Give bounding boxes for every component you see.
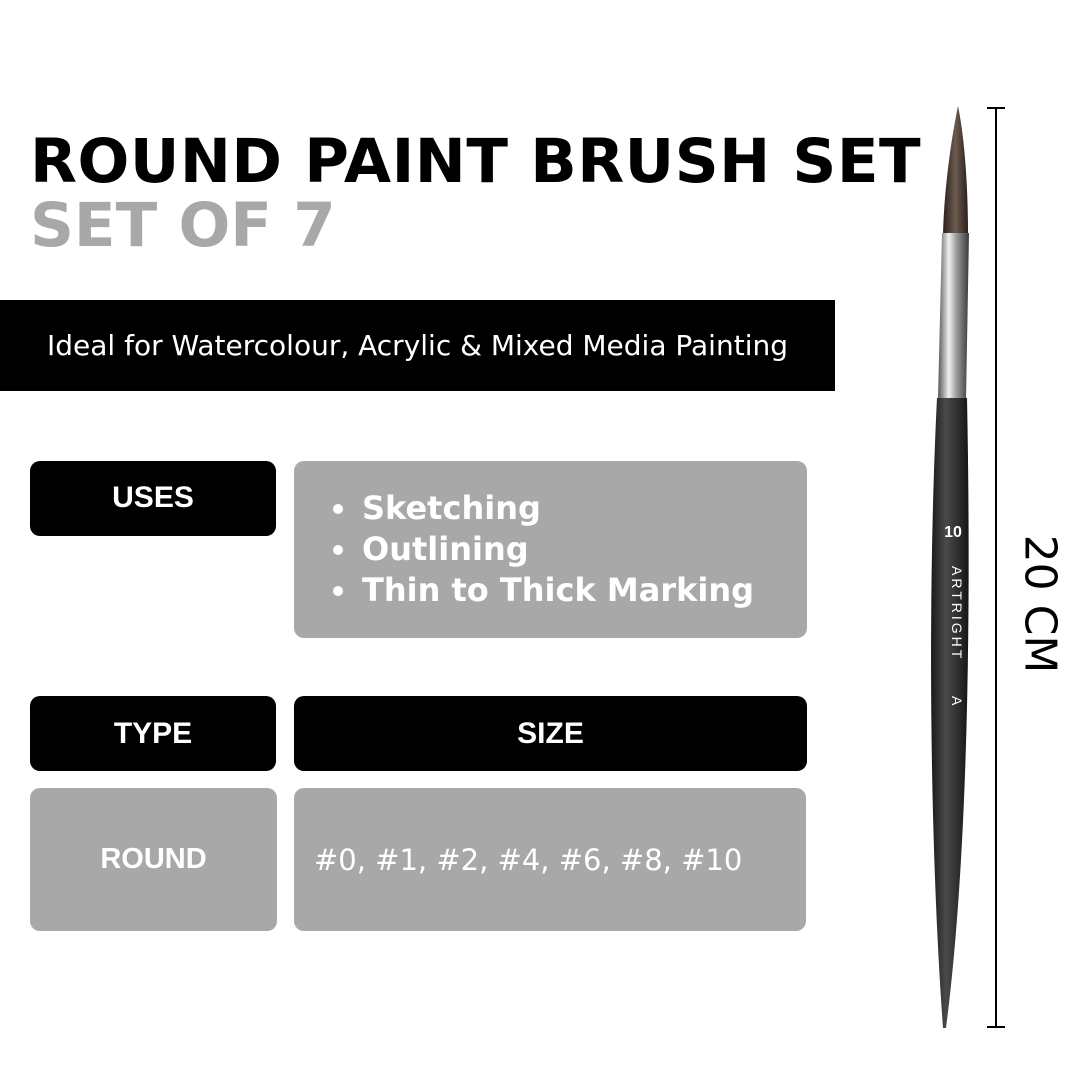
uses-item-outlining: Outlining: [362, 529, 754, 570]
size-value: #0, #1, #2, #4, #6, #8, #10: [314, 842, 743, 877]
uses-list: [294, 488, 754, 611]
brush-brand-mark: A: [949, 696, 965, 706]
page-title: ROUND PAINT BRUSH SET: [30, 126, 922, 197]
size-value-cell: [294, 788, 806, 931]
page-subtitle: SET OF 7: [30, 190, 336, 261]
length-label: 20 CM: [1014, 534, 1066, 674]
uses-label-box: [30, 461, 276, 536]
uses-item-marking: Thin to Thick Marking: [362, 571, 755, 609]
brush-number: 10: [944, 524, 962, 541]
type-value-cell: [30, 788, 277, 931]
length-dimension-line: [985, 105, 1007, 1030]
uses-label: USES: [112, 481, 194, 514]
uses-list-box: [294, 461, 807, 638]
usage-banner-text: Ideal for Watercolour, Acrylic & Mixed Media Painting: [46, 329, 788, 362]
brush-ferrule: [938, 233, 969, 400]
type-header: [30, 696, 276, 771]
size-header: [294, 696, 807, 771]
paint-brush-image: [915, 100, 985, 1035]
usage-banner: [0, 300, 835, 391]
type-header-label: TYPE: [113, 716, 193, 750]
size-header-label: SIZE: [517, 716, 584, 750]
type-value: ROUND: [100, 843, 207, 875]
uses-item-sketching: Sketching: [362, 488, 754, 529]
brush-handle: [931, 398, 969, 1028]
brush-brand: ARTRIGHT: [949, 566, 965, 662]
brush-bristles: [943, 106, 968, 235]
